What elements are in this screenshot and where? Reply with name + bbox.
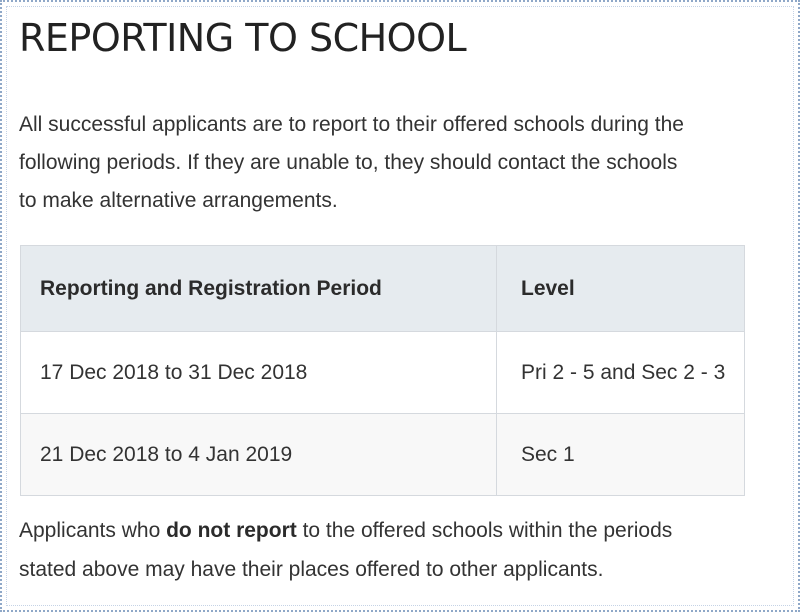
intro-line: following periods. If they are unable to, they should contact the schools — [19, 151, 678, 174]
closing-text: Applicants who — [19, 519, 167, 542]
table-row — [21, 414, 745, 496]
header-level: Level — [497, 246, 745, 332]
header-period: Reporting and Registration Period — [21, 246, 497, 332]
table-row — [21, 332, 745, 414]
cell-period: 17 Dec 2018 to 31 Dec 2018 — [21, 332, 497, 414]
intro-line: All successful applicants are to report to their offered schools during the — [19, 113, 684, 136]
closing-line-1 — [19, 511, 785, 550]
closing-paragraph — [19, 511, 785, 589]
cell-period: 21 Dec 2018 to 4 Jan 2019 — [21, 414, 497, 496]
reporting-periods-table — [20, 245, 745, 496]
cell-level: Sec 1 — [497, 414, 745, 496]
table-header-row — [21, 246, 745, 332]
cell-level: Pri 2 - 5 and Sec 2 - 3 — [497, 332, 745, 414]
page-title: REPORTING TO SCHOOL — [19, 16, 467, 60]
emphasis-text: do not report — [166, 519, 297, 542]
closing-line-2: stated above may have their places offered to other applicants. — [19, 558, 604, 581]
intro-line: to make alternative arrangements. — [19, 189, 338, 212]
intro-paragraph — [19, 106, 785, 220]
closing-text: to the offered schools within the periods — [296, 519, 673, 542]
